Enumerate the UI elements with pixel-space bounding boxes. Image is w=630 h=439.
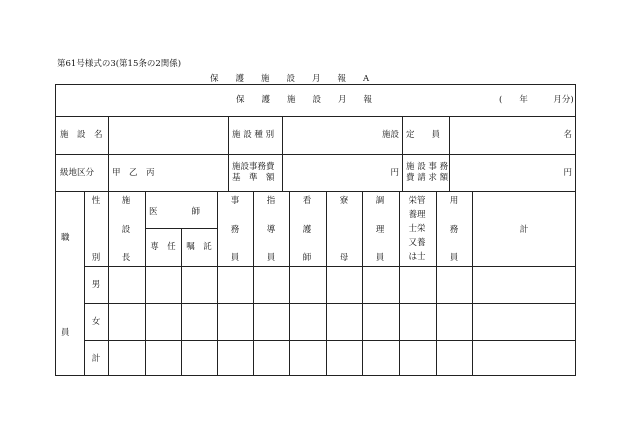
- doctor-parttime-header: 嘱 託: [186, 242, 212, 252]
- clerk-header: 務: [230, 225, 240, 235]
- col-divider: [282, 116, 283, 191]
- row-divider: [55, 116, 576, 117]
- cook-header: 調: [375, 196, 385, 206]
- col-divider: [84, 191, 85, 376]
- col-divider: [108, 191, 109, 376]
- capacity-unit: 名: [563, 130, 572, 140]
- col-divider: [436, 191, 437, 376]
- nurse-header: 護: [302, 225, 312, 235]
- table-title: 保 護 施 設 月 報: [236, 95, 373, 105]
- row-label-total: 計: [91, 354, 101, 364]
- row-label-female: 女: [91, 317, 101, 327]
- col-divider: [145, 191, 146, 376]
- col-divider: [472, 191, 473, 376]
- row-divider: [84, 266, 576, 267]
- cook-header: 理: [375, 225, 385, 235]
- form-reference: 第61号様式の3(第15条の2関係): [57, 59, 182, 69]
- nutritionist-header: 養理: [408, 210, 426, 220]
- grade-label: 級地区分: [60, 168, 95, 178]
- cook-header: 員: [375, 253, 385, 263]
- gender-label: 別: [91, 253, 101, 263]
- worker-header: 用: [449, 196, 459, 206]
- col-divider: [217, 191, 218, 376]
- expense-claim-label: 費 請 求 額: [406, 173, 449, 183]
- nutritionist-header: 士栄: [408, 224, 426, 234]
- instructor-header: 員: [266, 253, 276, 263]
- expense-std-label: 施設事務費: [232, 162, 275, 172]
- nutritionist-header: 又養: [408, 238, 426, 248]
- director-header: 長: [121, 253, 131, 263]
- worker-header: 員: [449, 253, 459, 263]
- instructor-header: 導: [266, 225, 276, 235]
- doctor-header: 医 師: [149, 207, 201, 217]
- expense-claim-label: 施 設 事 務: [406, 162, 449, 172]
- grade-values: 甲 乙 丙: [112, 168, 155, 178]
- doctor-fulltime-header: 専 任: [150, 242, 176, 252]
- row-divider: [55, 191, 576, 192]
- nutritionist-header: は士: [408, 252, 426, 262]
- col-divider: [362, 191, 363, 376]
- yen-unit: 円: [563, 168, 572, 178]
- gender-label: 性: [91, 196, 101, 206]
- row-divider: [55, 154, 576, 155]
- col-divider: [228, 116, 229, 191]
- worker-header: 務: [449, 225, 459, 235]
- nurse-header: 師: [302, 253, 312, 263]
- total-header: 計: [519, 225, 529, 235]
- nurse-header: 看: [302, 196, 312, 206]
- col-divider: [253, 191, 254, 376]
- clerk-header: 事: [230, 196, 240, 206]
- monthly-report-table: [55, 84, 576, 376]
- housemother-header: 寮: [339, 196, 349, 206]
- facility-type-label: 施 設 種 別: [232, 130, 275, 140]
- facility-suffix: 施設: [381, 130, 399, 140]
- col-divider: [449, 116, 450, 191]
- col-divider: [326, 191, 327, 376]
- col-divider: [399, 191, 400, 376]
- form-title: 保 護 施 設 月 報 A: [210, 74, 370, 84]
- facility-name-label: 施 設 名: [60, 130, 103, 140]
- clerk-header: 員: [230, 253, 240, 263]
- housemother-header: 母: [339, 253, 349, 263]
- staff-label: 員: [61, 328, 70, 338]
- nutritionist-header: 栄管: [408, 196, 426, 206]
- staff-label: 職: [61, 233, 70, 243]
- row-divider: [84, 340, 576, 341]
- col-divider: [289, 191, 290, 376]
- yen-unit: 円: [390, 168, 399, 178]
- row-divider: [84, 303, 576, 304]
- director-header: 施: [121, 196, 131, 206]
- col-divider: [108, 116, 109, 191]
- col-divider: [402, 116, 403, 191]
- instructor-header: 指: [266, 196, 276, 206]
- expense-std-label: 基 準 額: [232, 173, 275, 183]
- year-month-field: ( 年 月分): [499, 95, 574, 105]
- director-header: 設: [121, 225, 131, 235]
- col-divider: [181, 228, 182, 376]
- capacity-label: 定 員: [406, 130, 441, 140]
- row-label-male: 男: [91, 280, 101, 290]
